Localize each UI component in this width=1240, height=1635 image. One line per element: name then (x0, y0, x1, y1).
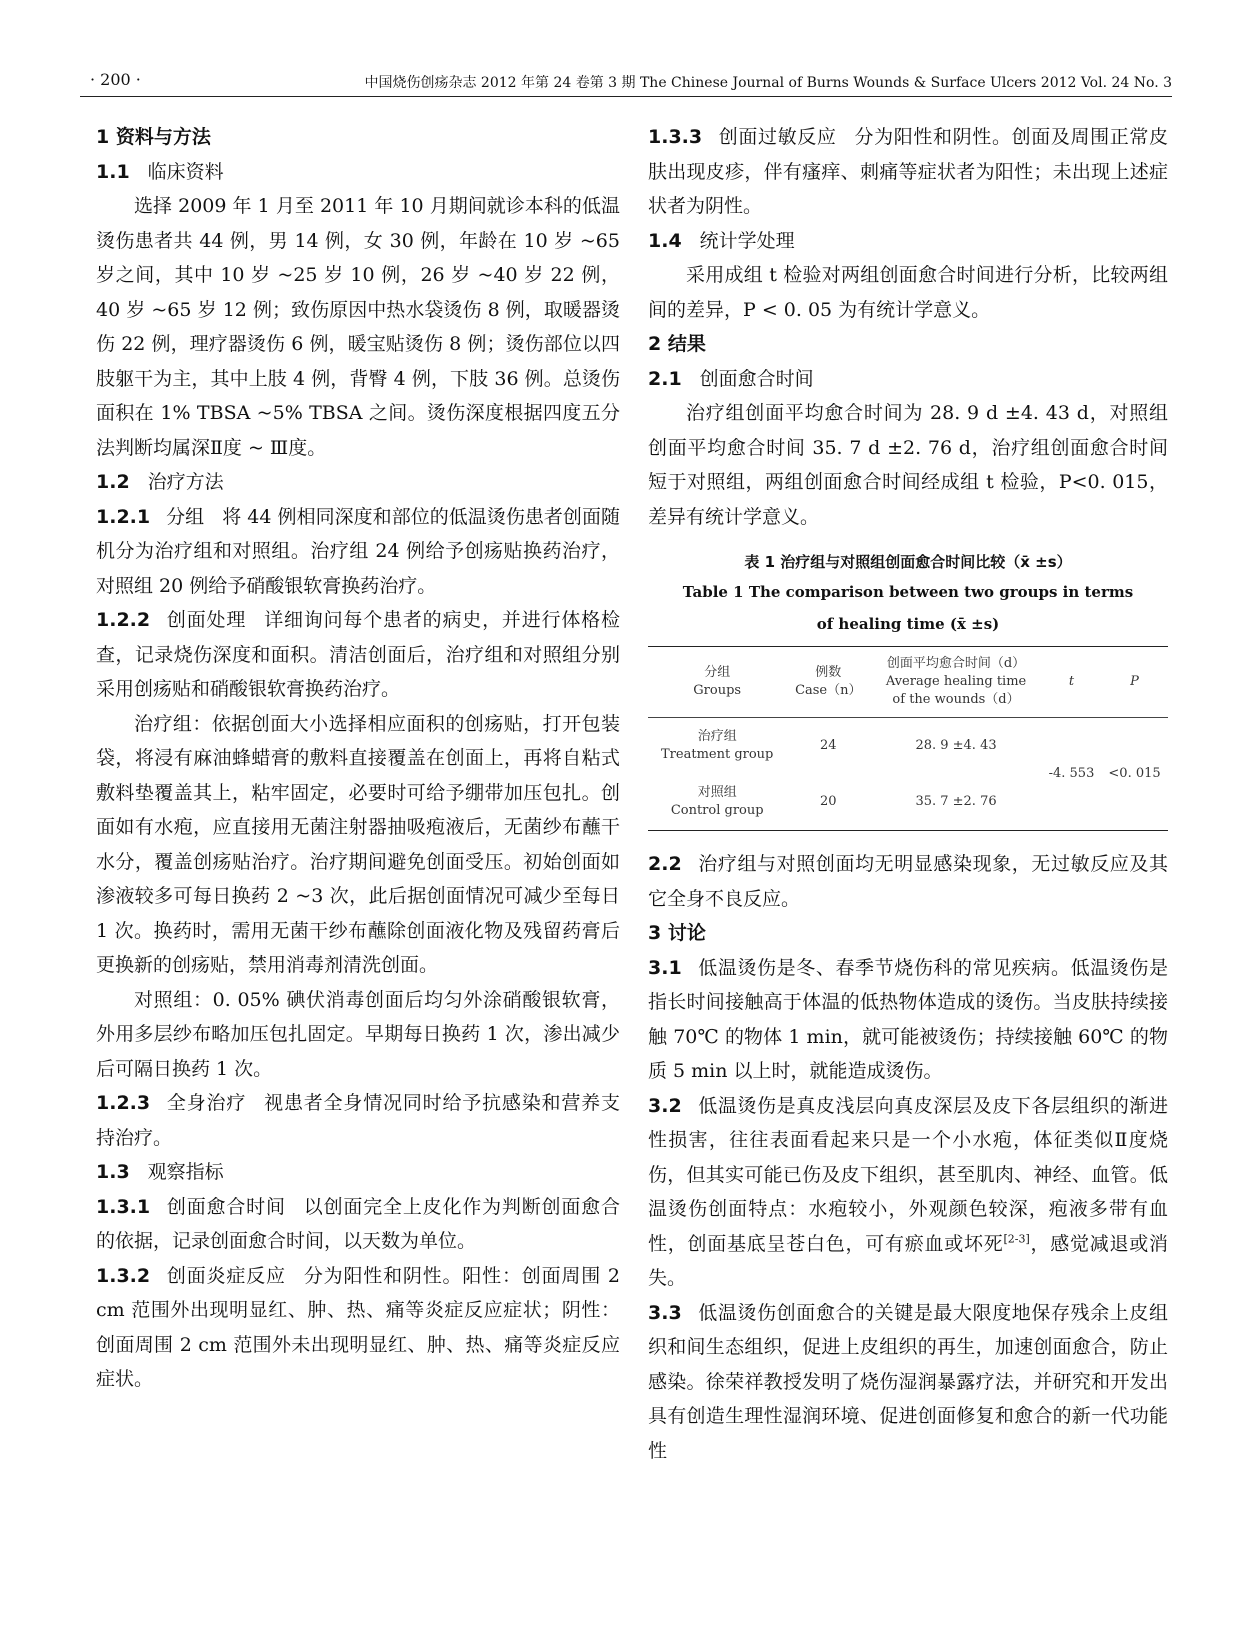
section-1-1-heading: 1.1 临床资料 (96, 160, 224, 183)
cell-cases: 20 (820, 794, 837, 809)
section-3-heading: 3 讨论 (648, 922, 706, 944)
cell-group: 对照组 Control group (670, 785, 764, 818)
section-1-3-1: 1.3.1 创面愈合时间 以创面完全上皮化作为判断创面愈合的依据，记录创面愈合时间，以天数为单位。 (96, 1195, 620, 1252)
paragraph-clinical-data: 选择 2009 年 1 月至 2011 年 10 月期间就诊本科的低温烫伤患者共 44 例，男 14 例，女 30 例，年龄在 10 岁 ~65 岁之间，其中 10 岁 ~25 岁 10 例，26 岁 ~40 岁 22 例，40 岁 ~65 岁 12 例；致伤原因中热水袋烫伤 8 例，取暖器烫伤 22 例，理疗器烫伤 6 例，暖宝贴烫伤 8 例；烫伤部位以四肢躯干为主，其中上肢 4 例，背臀 4 例，下肢 36 例。总烫伤面积在 1% TBSA ~5% TBSA 之间。烫伤深度根据四度五分法判断均属深Ⅱ度 ~ Ⅲ度。 (96, 195, 620, 459)
section-1-2-heading: 1.2 治疗方法 (96, 471, 224, 493)
section-1-3-3: 1.3.3 创面过敏反应 分为阳性和阴性。创面及周围正常皮肤出现皮疹，伴有瘙痒、刺痛等症状者为阳性；未出现上述症状者为阴性。 (648, 126, 1168, 217)
section-3-3: 3.3 低温烫伤创面愈合的关键是最大限度地保存残余上皮组织和间生态组织，促进上皮组织的再生，加速创面愈合，防止感染。徐荣祥教授发明了烧伤湿润暴露疗法，并研究和开发出具有创造生理性湿润环境、促进创面修复和愈合的新一代功能性 (648, 1301, 1168, 1462)
table-header-row (648, 647, 1168, 718)
table-caption-cn: 表 1 治疗组与对照组创面愈合时间比较（x̄ ±s） (744, 553, 1072, 571)
table-caption-en-1: Table 1 The comparison between two groups in terms (682, 583, 1134, 601)
table-caption-en-2: of healing time (x̄ ±s) (816, 615, 1000, 633)
header-cases: 例数 Case（n） (795, 665, 862, 698)
section-3-2: 3.2 低温烫伤是真皮浅层向真皮深层及皮下各层组织的渐进性损害，往往表面看起来只是一个小水疱，体征类似Ⅱ度烧伤，但其实可能已伤及皮下组织，甚至肌肉、神经、血管。低温烫伤创面特点：水疱较小，外观颜色较深，疱液多带有血性，创面基底呈苍白色，可有瘀血或坏死[2-3]，感觉减退或消失。 (648, 1094, 1168, 1289)
paragraph-control-group: 对照组：0. 05% 碘伏消毒创面后均匀外涂硝酸银软膏，外用多层纱布略加压包扎固定。早期每日换药 1 次，渗出减少后可隔日换药 1 次。 (96, 988, 620, 1080)
section-2-heading: 2 结果 (648, 333, 706, 355)
page-number: · 200 · (90, 70, 141, 89)
cell-time: 35. 7 ±2. 76 (915, 794, 997, 809)
section-1-2-2: 1.2.2 创面处理 详细询问每个患者的病史，并进行体格检查，记录烧伤深度和面积。清洁创面后，治疗组和对照组分别采用创疡贴和硝酸银软膏换药治疗。 (96, 609, 620, 700)
section-1-2-1: 1.2.1 分组 将 44 例相同深度和部位的低温烫伤患者创面随机分为治疗组和对照组。治疗组 24 例给予创疡贴换药治疗，对照组 20 例给予硝酸银软膏换药治疗。 (96, 505, 620, 597)
citation-ref: [2-3] (1003, 1232, 1030, 1246)
paragraph-healing-time: 治疗组创面平均愈合时间为 28. 9 d ±4. 43 d，对照组创面平均愈合时间 35. 7 d ±2. 76 d，治疗组创面愈合时间短于对照组，两组创面愈合时间经成组 t 检验，P<0. 015，差异有统计学意义。 (648, 402, 1168, 528)
section-1-heading: 1 资料与方法 (96, 126, 211, 148)
header-rule (80, 96, 1172, 97)
section-1-2-3: 1.2.3 全身治疗 视患者全身情况同时给予抗感染和营养支持治疗。 (96, 1092, 620, 1149)
header-healing-time: 创面平均愈合时间（d） Average healing time of the wounds（d） (885, 656, 1027, 707)
cell-t-value: -4. 553 (1048, 766, 1095, 781)
section-3-1: 3.1 低温烫伤是冬、春季节烧伤科的常见疾病。低温烫伤是指长时间接触高于体温的低热物体造成的烫伤。当皮肤持续接触 70℃ 的物体 1 min，就可能被烫伤；持续接触 60℃ 的物质 5 min 以上时，就能造成烫伤。 (648, 956, 1168, 1082)
left-column (96, 120, 620, 1397)
results-table (648, 646, 1168, 831)
paragraph-treatment-group: 治疗组：依据创面大小选择相应面积的创疡贴，打开包装袋，将浸有麻油蜂蜡膏的敷料直接覆盖在创面上，再将自粘式敷料垫覆盖其上，粘牢固定，必要时可给予绷带加压包扎。创面如有水疱，应直接用无菌注射器抽吸疱液后，无菌纱布蘸干水分，覆盖创疡贴治疗。治疗期间避免创面受压。初始创面如渗液较多可每日换药 2 ~3 次，此后据创面情况可减少至每日 1 次。换药时，需用无菌干纱布蘸除创面液化物及残留药膏后更换新的创疡贴，禁用消毒剂清洗创面。 (96, 712, 620, 976)
section-1-3-heading: 1.3 观察指标 (96, 1161, 224, 1183)
header-groups: 分组 Groups (693, 665, 742, 698)
header-p: P (1130, 674, 1139, 689)
section-2-2: 2.2 治疗组与对照创面均无明显感染现象，无过敏反应及其它全身不良反应。 (648, 853, 1168, 910)
table-row (648, 718, 1168, 775)
right-column (648, 120, 1168, 1468)
cell-time: 28. 9 ±4. 43 (915, 738, 997, 753)
cell-p-value: <0. 015 (1108, 766, 1161, 781)
running-header (80, 70, 1172, 94)
paragraph-statistics: 采用成组 t 检验对两组创面愈合时间进行分析，比较两组间的差异，P < 0. 05 为有统计学意义。 (648, 264, 1168, 321)
cell-group: 治疗组 Treatment group (661, 729, 774, 762)
section-2-1-heading: 2.1 创面愈合时间 (648, 367, 814, 390)
header-t: t (1068, 674, 1075, 689)
journal-running-title: 中国烧伤创疡杂志 2012 年第 24 卷第 3 期 The Chinese Journal of Burns Wounds & Surface Ulcers 2012 Vol. 24 No. 3 (364, 75, 1172, 91)
section-1-4-heading: 1.4 统计学处理 (648, 229, 795, 252)
section-1-3-2: 1.3.2 创面炎症反应 分为阳性和阴性。阳性：创面周围 2 cm 范围外出现明显红、肿、热、痛等炎症反应症状；阴性：创面周围 2 cm 范围外未出现明显红、肿、热、痛等炎症反应症状。 (96, 1264, 620, 1390)
cell-cases: 24 (820, 738, 837, 753)
